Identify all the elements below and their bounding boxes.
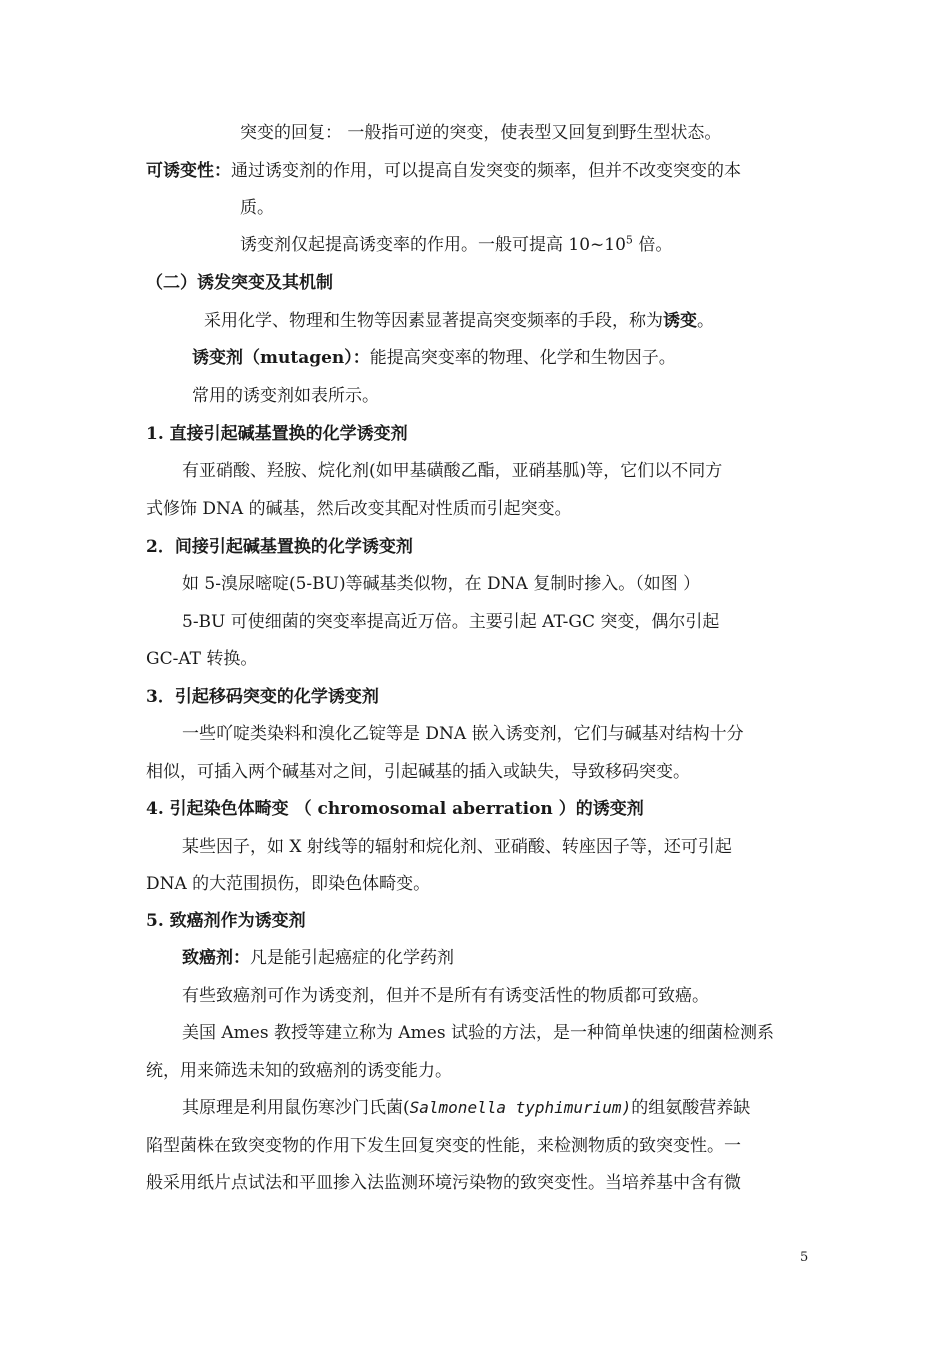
text-line [182, 1021, 774, 1045]
species-name: Salmonella typhimurium) [409, 1098, 632, 1117]
text-span: 如 5-溴尿嘧啶(5-BU)等碱基类似物，在 DNA 复制时掺入。（如图 ） [182, 574, 701, 594]
text-line [146, 1171, 741, 1195]
text-span: 通过诱变剂的作用，可以提高自发突变的频率，但并不改变突变的本 [231, 161, 741, 181]
text-span: 陷型菌株在致突变物的作用下发生回复突变的性能，来检测物质的致突变性。一 [146, 1136, 741, 1156]
text-line [146, 1134, 741, 1158]
text-span: 倍。 [632, 235, 673, 255]
text-span: 相似，可插入两个碱基对之间，引起碱基的插入或缺失，导致移码突变。 [146, 762, 690, 782]
text-span: 凡是能引起癌症的化学药剂 [250, 948, 454, 968]
heading-text: 1. 直接引起碱基置换的化学诱变剂 [146, 424, 408, 444]
text-line [182, 946, 454, 970]
text-span: 美国 Ames 教授等建立称为 Ames 试验的方法，是一种简单快速的细菌检测系 [182, 1023, 774, 1043]
text-line [146, 872, 430, 896]
term-label: 可诱变性： [146, 161, 231, 181]
text-line [182, 984, 709, 1008]
heading-text: 2．间接引起碱基置换的化学诱变剂 [146, 537, 413, 557]
text-line [182, 1096, 750, 1120]
text-span: 有些致癌剂可作为诱变剂，但并不是所有有诱变活性的物质都可致癌。 [182, 986, 709, 1006]
heading-text: 3．引起移码突变的化学诱变剂 [146, 687, 379, 707]
numbered-heading [146, 535, 413, 559]
heading-text: 5. 致癌剂作为诱变剂 [146, 911, 306, 931]
text-line [182, 835, 732, 859]
text-span: 统，用来筛选未知的致癌剂的诱变能力。 [146, 1061, 452, 1081]
heading-text: （二）诱发突变及其机制 [146, 273, 333, 293]
superscript: 5 [625, 233, 633, 247]
text-line [204, 309, 714, 333]
text-span: 其原理是利用鼠伤寒沙门氏菌( [182, 1098, 410, 1118]
text-line [146, 1059, 452, 1083]
text-span: 5-BU 可使细菌的突变率提高近万倍。主要引起 AT-GC 突变，偶尔引起 [182, 612, 720, 632]
text-line [146, 497, 572, 521]
text-span: 有亚硝酸、羟胺、烷化剂(如甲基磺酸乙酯，亚硝基胍)等，它们以不同方 [182, 461, 723, 481]
text-line [146, 760, 690, 784]
text-span: GC-AT 转换。 [146, 649, 258, 669]
text-span: 。 [697, 311, 714, 331]
text-line [182, 610, 719, 634]
text-span: 能提高突变率的物理、化学和生物因子。 [369, 348, 676, 368]
numbered-heading [146, 685, 379, 709]
heading-text: 4. 引起染色体畸变 （ chromosomal aberration ）的诱变剂 [146, 799, 644, 819]
text-span: 采用化学、物理和生物等因素显著提高突变频率的手段，称为 [204, 311, 663, 331]
page-number: 5 [800, 1250, 809, 1265]
text-line [192, 384, 379, 408]
text-line [192, 346, 676, 370]
text-line [240, 121, 721, 145]
text-span: 某些因子，如 X 射线等的辐射和烷化剂、亚硝酸、转座因子等，还可引起 [182, 837, 732, 857]
text-span: 突变的回复： 一般指可逆的突变，使表型又回复到野生型状态。 [240, 123, 722, 143]
text-line [240, 233, 672, 257]
bold-term: 诱变 [663, 311, 697, 331]
section-heading [146, 271, 333, 295]
text-span: 的组氨酸营养缺 [631, 1098, 751, 1118]
text-line [240, 196, 274, 220]
text-span: DNA 的大范围损伤，即染色体畸变。 [146, 874, 431, 894]
text-line [182, 459, 722, 483]
text-line [146, 647, 257, 671]
text-span: 一些吖啶类染料和溴化乙锭等是 DNA 嵌入诱变剂，它们与碱基对结构十分 [182, 724, 744, 744]
term-label: 诱变剂（mutagen）： [192, 348, 370, 368]
text-line [182, 722, 744, 746]
text-span: 式修饰 DNA 的碱基，然后改变其配对性质而引起突变。 [146, 499, 572, 519]
text-span: 诱变剂仅起提高诱变率的作用。一般可提高 10~10 [240, 235, 626, 255]
numbered-heading [146, 909, 306, 933]
numbered-heading [146, 797, 644, 821]
numbered-heading [146, 422, 408, 446]
text-span: 质。 [240, 198, 274, 218]
text-span: 般采用纸片点试法和平皿掺入法监测环境污染物的致突变性。当培养基中含有微 [146, 1173, 741, 1193]
term-label: 致癌剂： [182, 948, 250, 968]
text-line [146, 159, 741, 183]
text-line [182, 572, 700, 596]
text-span: 常用的诱变剂如表所示。 [192, 386, 379, 406]
